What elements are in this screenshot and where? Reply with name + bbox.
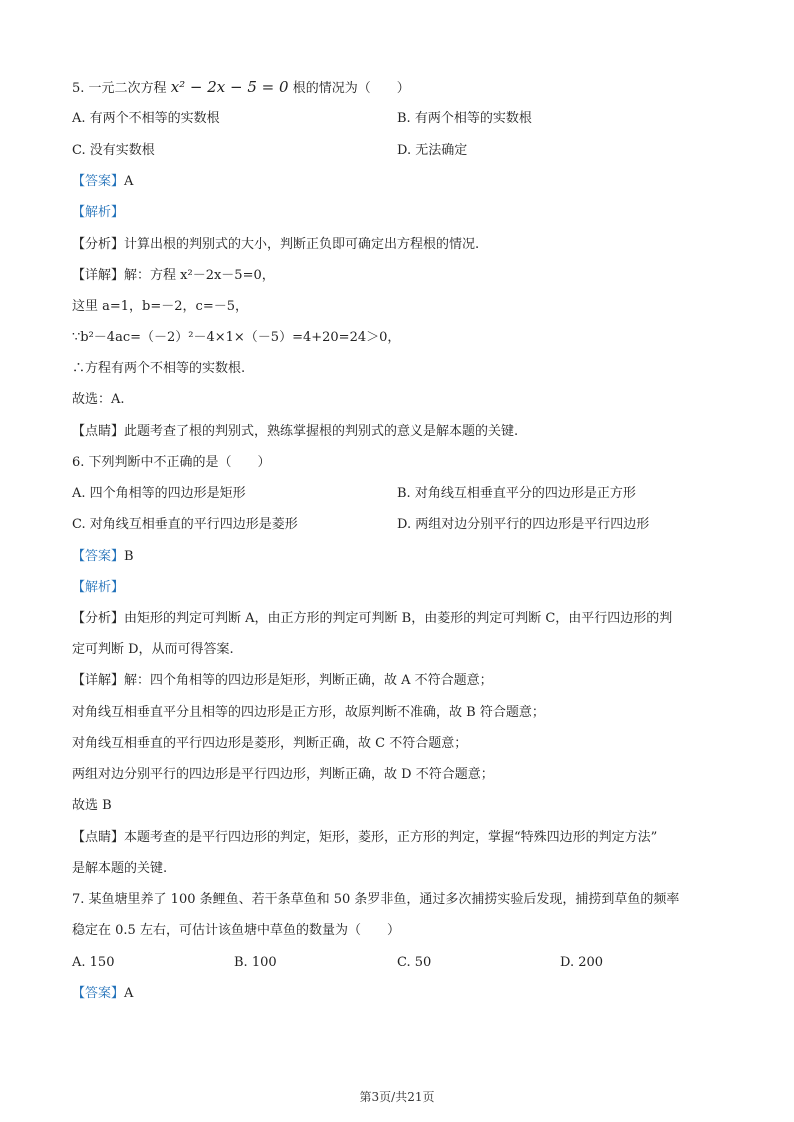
q5-answer xyxy=(72,173,133,191)
q6-option-b: B. 对角线互相垂直平分的四边形是正方形 xyxy=(397,486,636,501)
q5-xiangjie-4: ∴方程有两个不相等的实数根. xyxy=(72,361,246,376)
q7-stem-1: 7. 某鱼塘里养了 100 条鲤鱼、若干条草鱼和 50 条罗非鱼，通过多次捕捞实验后发现，捕捞到草鱼的频率 xyxy=(72,892,680,907)
q6-xiangjie-4: 两组对边分别平行的四边形是平行四边形，判断正确，故 D 不符合题意； xyxy=(72,767,494,782)
q7-option-c: C. 50 xyxy=(397,955,432,970)
q5-answer-value: A xyxy=(124,174,134,189)
q6-option-c: C. 对角线互相垂直的平行四边形是菱形 xyxy=(72,517,298,532)
q6-dianjing-tag: 【点睛】 xyxy=(72,830,125,845)
q6-answer-value: B xyxy=(124,549,134,564)
q5-option-b: B. 有两个相等的实数根 xyxy=(397,111,532,126)
q5-dianjing-text: 此题考查了根的判别式，熟练掌握根的判别式的意义是解本题的关键. xyxy=(124,424,519,439)
q7-answer-value: A xyxy=(124,986,134,1001)
q5-fenxi-tag: 【分析】 xyxy=(72,237,125,252)
q6-option-d: D. 两组对边分别平行的四边形是平行四边形 xyxy=(397,517,650,532)
q6-xiangjie-text: 解：四个角相等的四边形是矩形，判断正确，故 A 不符合题意； xyxy=(124,673,493,688)
q7-option-b: B. 100 xyxy=(234,955,277,970)
q5-dianjing xyxy=(72,423,518,441)
q6-stem: 6. 下列判断中不正确的是（ ） xyxy=(72,455,271,470)
q7-answer xyxy=(72,985,133,1003)
q7-option-d: D. 200 xyxy=(560,955,604,970)
q6-xiangjie-5: 故选 B xyxy=(72,798,112,813)
q5-equation: x² − 2x − 5 = 0 xyxy=(170,78,289,96)
q7-option-a: A. 150 xyxy=(72,955,115,970)
q5-analysis-tag: 【解析】 xyxy=(72,205,125,220)
q5-answer-tag: 【答案】 xyxy=(72,174,125,189)
q5-option-d: D. 无法确定 xyxy=(397,143,468,158)
q6-option-a: A. 四个角相等的四边形是矩形 xyxy=(72,486,246,501)
q6-fenxi-tag: 【分析】 xyxy=(72,611,125,626)
page-footer: 第3页/共21页 xyxy=(359,1090,435,1104)
q5-dianjing-tag: 【点睛】 xyxy=(72,424,125,439)
q5-stem-suffix: 根的情况为（ ） xyxy=(292,81,410,96)
q5-xiangjie-3: ∵b²－4ac=（－2）²－4×1×（－5）=4+20=24＞0， xyxy=(72,330,401,345)
q6-xiangjie-tag: 【详解】 xyxy=(72,673,125,688)
q6-dianjing-text-1: 本题考查的是平行四边形的判定，矩形，菱形，正方形的判定，掌握“特殊四边形的判定方法” xyxy=(124,830,658,845)
q5-xiangjie-2: 这里 a=1，b=－2，c=－5， xyxy=(72,299,248,314)
q6-dianjing-2: 是解本题的关键. xyxy=(72,861,168,876)
q6-fenxi-1 xyxy=(72,610,672,628)
q6-fenxi-2: 定可判断 D，从而可得答案. xyxy=(72,642,234,657)
q6-analysis-tag: 【解析】 xyxy=(72,580,125,595)
q6-answer-tag: 【答案】 xyxy=(72,549,125,564)
q7-answer-tag: 【答案】 xyxy=(72,986,125,1001)
q7-stem-2: 稳定在 0.5 左右，可估计该鱼塘中草鱼的数量为（ ） xyxy=(72,923,400,938)
q5-xiangjie-5: 故选：A. xyxy=(72,392,125,407)
q5-xiangjie-tag: 【详解】 xyxy=(72,268,125,283)
q5-stem-prefix: 5. 一元二次方程 xyxy=(72,81,167,96)
q6-xiangjie-1 xyxy=(72,672,493,690)
q5-option-c: C. 没有实数根 xyxy=(72,143,155,158)
q6-xiangjie-2: 对角线互相垂直平分且相等的四边形是正方形，故原判断不准确，故 B 符合题意； xyxy=(72,705,545,720)
q5-xiangjie-1 xyxy=(72,267,275,285)
q5-xiangjie-text: 解：方程 x²－2x－5=0， xyxy=(124,268,275,283)
q5-option-a: A. 有两个不相等的实数根 xyxy=(72,111,220,126)
q5-stem xyxy=(72,78,410,98)
q6-answer xyxy=(72,548,134,566)
q6-dianjing-1 xyxy=(72,829,657,847)
q5-fenxi-text: 计算出根的判别式的大小，判断正负即可确定出方程根的情况. xyxy=(124,237,480,252)
q5-fenxi xyxy=(72,236,479,254)
q6-xiangjie-3: 对角线互相垂直的平行四边形是菱形，判断正确，故 C 不符合题意； xyxy=(72,736,468,751)
q6-fenxi-text-1: 由矩形的判定可判断 A，由正方形的判定可判断 B，由菱形的判定可判断 C，由平行四边形的判 xyxy=(124,611,673,626)
